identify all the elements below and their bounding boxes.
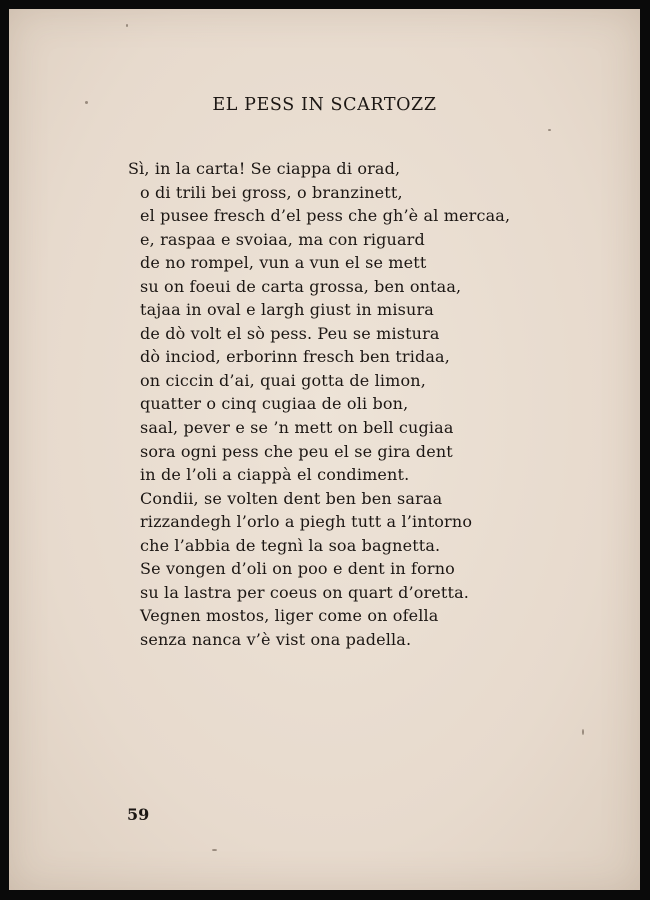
poem-line: Sì, in la carta! Se ciappa di orad, (128, 159, 401, 178)
poem-line: senza nanca v’è vist ona padella. (140, 629, 412, 649)
paper-speck (212, 849, 217, 851)
poem-line: saal, pever e se ’n mett on bell cugiaa (140, 418, 454, 438)
poem-line: tajaa in oval e largh giust in misura (140, 300, 434, 320)
paper-speck (582, 729, 584, 735)
book-page (9, 9, 640, 890)
poem-line: de dò volt el sò pess. Peu se mistura (140, 323, 440, 343)
poem-line: su on foeui de carta grossa, ben ontaa, (140, 276, 462, 296)
poem-line: in de l’oli a ciappà el condiment. (140, 465, 410, 485)
poem-line: quatter o cinq cugiaa de oli bon, (140, 394, 409, 414)
poem-line: de no rompel, vun a vun el se mett (140, 253, 427, 273)
poem-line: o di trili bei gross, o branzinett, (140, 182, 403, 202)
poem-line: Condii, se volten dent ben ben saraa (140, 488, 443, 508)
poem-body (128, 157, 510, 651)
poem-line: Se vongen d’oli on poo e dent in forno (140, 559, 455, 579)
poem-line: dò inciod, erborinn fresch ben tridaa, (140, 347, 450, 367)
poem-line: on ciccin d’ai, quai gotta de limon, (140, 370, 426, 390)
poem-line: sora ogni pess che peu el se gira dent (140, 441, 453, 461)
paper-speck (126, 24, 128, 27)
paper-speck (548, 129, 551, 131)
poem-line: el pusee fresch d’el pess che gh’è al mercaa, (140, 206, 511, 226)
poem-line: rizzandegh l’orlo a piegh tutt a l’intorno (140, 512, 473, 532)
poem-line: su la lastra per coeus on quart d’oretta. (140, 582, 470, 602)
poem-title: EL PESS IN SCARTOZZ (212, 95, 437, 115)
poem-line: e, raspaa e svoiaa, ma con riguard (140, 229, 425, 249)
page-number: 59 (127, 805, 150, 824)
poem-line: Vegnen mostos, liger come on ofella (140, 606, 439, 626)
poem-line: che l’abbia de tegnì la soa bagnetta. (140, 535, 441, 555)
